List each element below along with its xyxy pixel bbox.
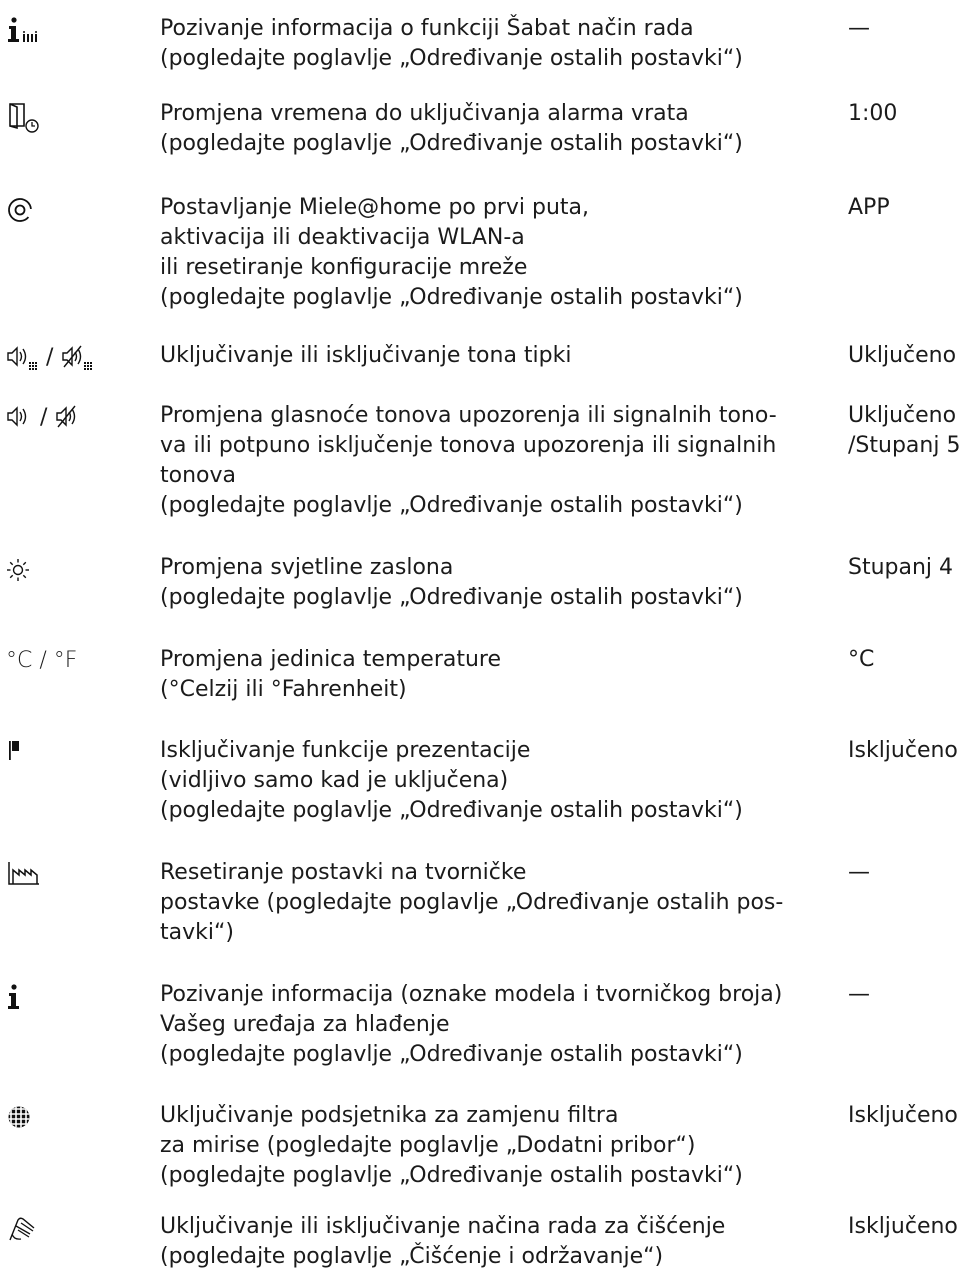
default-value: Uključeno [848,343,957,368]
demo-mode-flag-icon [6,738,146,768]
setting-description: Uključivanje ili isključivanje tona tipki [160,343,572,368]
default-value: — [848,860,870,885]
setting-description: Promjena svjetline zaslona (pogledajte poglavlje „Određivanje ostalih postavki“) [160,555,743,610]
default-value: — [848,16,870,41]
info-icon [6,982,146,1012]
setting-description: Pozivanje informacija o funkciji Šabat način rada (pogledajte poglavlje „Određivanje ostalih postavki“) [160,16,743,71]
default-value: °C [848,647,875,672]
symbol-separator: / [46,345,54,370]
default-value: APP [848,195,890,220]
sabbath-info-icon [6,16,146,46]
setting-description: Postavljanje Miele@home po prvi puta, aktivacija ili deaktivacija WLAN-a ili resetiranje konfiguracije mreže (pogledajte poglavlje „Određivanje ostalih postavki“) [160,195,743,310]
setting-description: Uključivanje ili isključivanje načina rada za čišćenje (pogledajte poglavlje „Čišćenje i održavanje“) [160,1214,726,1269]
setting-description: Promjena vremena do uključivanja alarma vrata (pogledajte poglavlje „Određivanje ostalih postavki“) [160,101,743,156]
setting-description: Pozivanje informacija (oznake modela i tvorničkog broja) Vašeg uređaja za hlađenje (pogledajte poglavlje „Određivanje ostalih postavki“) [160,982,783,1067]
odour-filter-icon [6,1103,146,1133]
default-value: — [848,982,870,1007]
setting-description: Uključivanje podsjetnika za zamjenu filtra za mirise (pogledajte poglavlje „Dodatni pribor“) (pogledajte poglavlje „Određivanje ostalih postavki“) [160,1103,743,1188]
temperature-unit-icon [6,647,146,677]
symbol-separator: / [40,405,48,430]
cleaning-mode-icon [6,1214,146,1244]
setting-description: Isključivanje funkcije prezentacije (vidljivo samo kad je uključena) (pogledajte poglavlje „Određivanje ostalih postavki“) [160,738,743,823]
setting-description: Resetiranje postavki na tvorničke postavke (pogledajte poglavlje „Određivanje ostalih pos- tavki“) [160,860,784,945]
volume-icon [6,403,146,433]
default-value: Uključeno /Stupanj 5 [848,403,961,458]
miele-at-home-icon [6,195,146,225]
temperature-unit-symbol: °C / °F [6,648,78,673]
factory-reset-icon [6,860,146,890]
default-value: 1:00 [848,101,898,126]
setting-description: Promjena glasnoće tonova upozorenja ili signalnih tono- va ili potpuno isključenje tonova upozorenja ili signalnih tonova (pogledajte poglavlje „Određivanje ostalih postavki“) [160,403,777,518]
default-value: Isključeno [848,738,958,763]
door-alarm-timer-icon [6,101,146,131]
default-value: Stupanj 4 [848,555,954,580]
setting-description: Promjena jedinica temperature (°Celzij ili °Fahrenheit) [160,647,502,702]
default-value: Isključeno [848,1214,958,1239]
brightness-icon [6,555,146,585]
default-value: Isključeno [848,1103,958,1128]
keypad-tone-icon [6,343,146,373]
